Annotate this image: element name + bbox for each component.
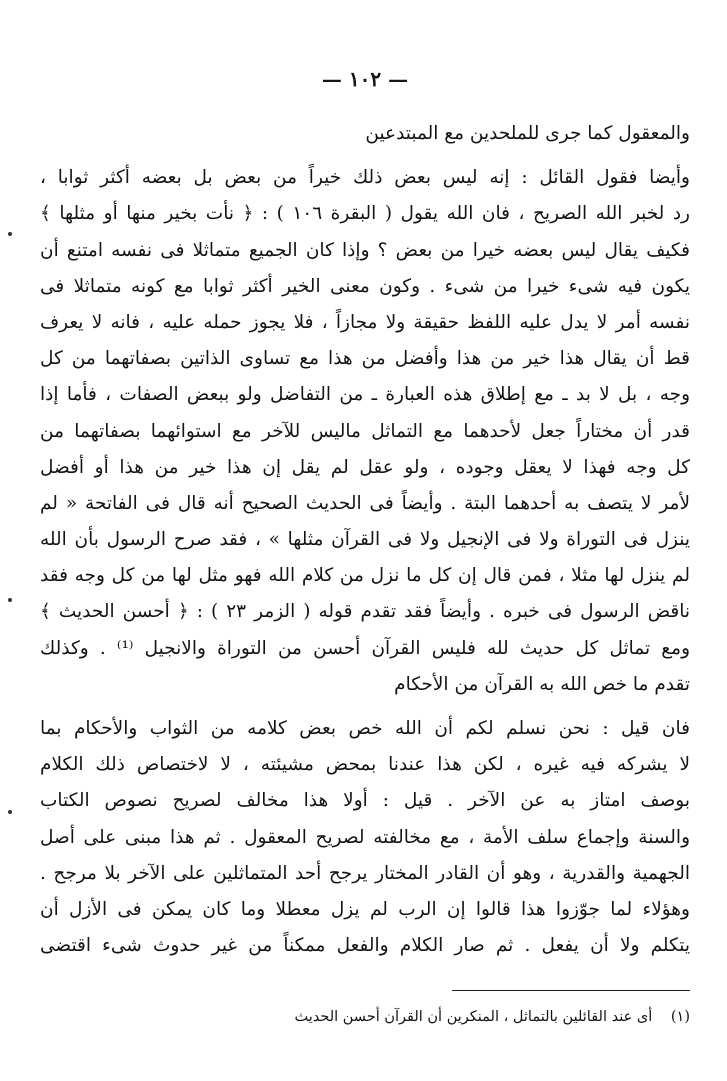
text-line: يكون فيه شىء خيرا من شىء . وكون معنى الخير أكثر ثوابا مع كونه متماثلا فى <box>40 275 690 297</box>
text-line: فان قيل : نحن نسلم لكم أن الله خص بعض كلامه من الثواب والأحكام بما <box>40 718 690 739</box>
text-line: نفسه أمر لا يدل عليه اللفظ حقيقة ولا مجازاً ، فلا يجوز حمله عليه ، فانه لا يعرف <box>40 311 690 333</box>
paragraph-1 <box>40 116 690 152</box>
text-line: بوصف امتاز به عن الآخر . قيل : أولا هذا مخالف لصريح نصوص الكتاب <box>40 790 690 812</box>
footnote-number: (١) <box>670 1009 690 1025</box>
text-line: تقدم ما خص الله به القرآن من الأحكام <box>394 673 690 695</box>
text-line: رد لخبر الله الصريح ، فان الله يقول ( البقرة ١٠٦ ) : ﴿ نأت بخير منها أو مثلها ﴾ <box>40 203 690 225</box>
text-line: وهؤلاء لما جوّزوا هذا قالوا إن الرب لم يزل معطلا وما كان يمكن فى الأزل أن <box>40 898 690 920</box>
text-line: لم ينزل لها مثلا ، فمن قال إن كل ما نزل من كلام الله فهو مثل لها من كل وجه فقد <box>40 565 690 587</box>
paragraph-2 <box>40 160 690 703</box>
footnote-divider <box>452 990 690 991</box>
text-line: الجهمية والقدرية ، وهو أن القادر المختار يرجح أحد المتماثلين على الآخر بلا مرجح . <box>40 862 690 884</box>
text-line: قدر أن مختاراً جعل لأحدهما مع التماثل ماليس للآخر مع استوائهما بصفاتهما من <box>40 420 690 442</box>
margin-mark <box>8 810 12 814</box>
paragraph-3 <box>40 711 690 964</box>
footnote-text: أى عند القائلين بالتماثل ، المنكرين أن القرآن أحسن الحديث <box>294 1009 653 1025</box>
text-line: ينزل فى التوراة ولا فى الإنجيل ولا فى القرآن مثلها » ، فقد صرح الرسول بأن الله <box>40 529 690 551</box>
text-line: قط أن يقال هذا خير من هذا وأفضل من هذا مع تساوى الذاتين بصفاتهما من كل <box>40 348 690 370</box>
footnote <box>294 1006 690 1028</box>
text-line: وأيضا فقول القائل : إنه ليس بعض ذلك خيراً من بعض بل بعضه أكثر ثوابا ، <box>40 167 690 189</box>
text-line: لأمر لا يتصف به أحدهما البتة . وأيضاً فى الحديث الصحيح أنه قال فى الفاتحة « لم <box>40 492 690 514</box>
margin-mark <box>8 598 12 602</box>
page-number: — ١٠٢ — <box>321 67 409 91</box>
text-line: فكيف يقال ليس بعضه خيرا من بعض ؟ وإذا كان الجميع متماثلا فى نفسه امتنع أن <box>40 239 690 261</box>
text-line: والسنة وإجماع سلف الأمة ، مع مخالفته لصريح المعقول . ثم هذا مبنى على أصل <box>40 826 690 848</box>
text-line: ناقض الرسول فى خبره . وأيضاً فقد تقدم قوله ( الزمر ٢٣ ) : ﴿ أحسن الحديث ﴾ <box>40 601 690 623</box>
document-page <box>40 62 690 1025</box>
text-line: لا يشركه فيه غيره ، لكن هذا عندنا بمحض مشيئته ، لا لاختصاص ذلك الكلام <box>40 754 690 776</box>
text-line: كل وجه فهذا لا يعقل وجوده ، ولو عقل لم يقل إن هذا خير من هذا أو أفضل <box>40 456 690 478</box>
text-line: ومع تماثل كل حديث لله فليس القرآن أحسن من التوراة والانجيل ⁽¹⁾ . وكذلك <box>40 637 690 659</box>
margin-mark <box>8 232 12 236</box>
text-line: يتكلم ولا أن يفعل . ثم صار الكلام والفعل ممكناً من غير حدوث شىء اقتضى <box>40 935 690 957</box>
text-line: والمعقول كما جرى للملحدين مع المبتدعين <box>365 123 690 144</box>
text-line: وجه ، بل لا بد ـ مع إطلاق هذه العبارة ـ من التفاضل ولو ببعض الصفات ، فأما إذا <box>40 384 690 406</box>
